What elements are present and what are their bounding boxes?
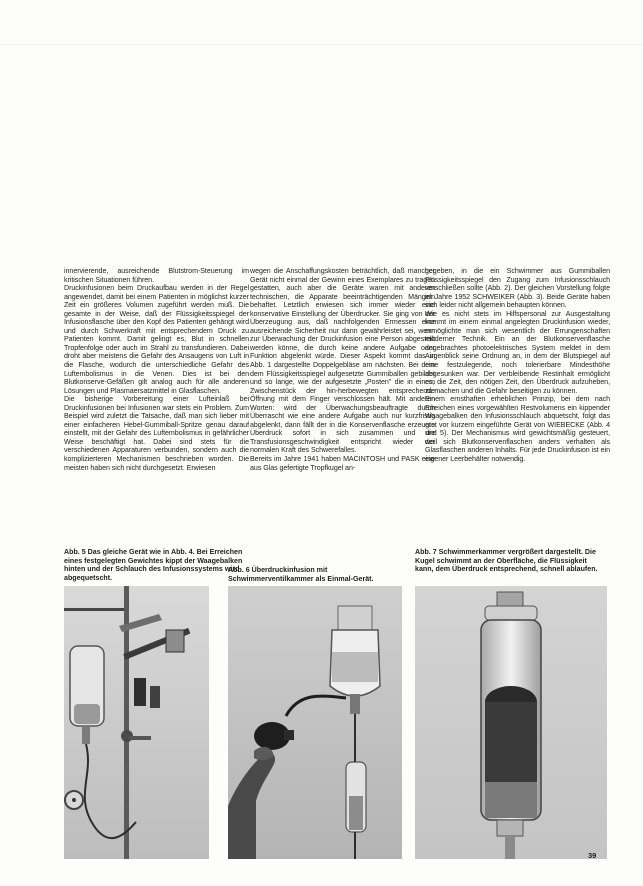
page-edge-line xyxy=(0,44,643,45)
text-column-3: gegeben, in die ein Schwimmer aus Gummiballen Flüssigkeitsspiegel den Zugang zum Infusionsschlauch verschließen sollte (Abb. 2). Der gleichen Vorstellung folgte im Jahre 1952 SCHWEIKER (Abb. 3). Beide Geräte haben sich leider nicht allgemein behaupten können. Wie es nicht stets im Hilfspersonal zur Ausgestaltung kommt im einem einmal angelegten Druckinfusion wieder, ermöglichte man sich wesentlich der Errungenschaften moderner Technik. Ein an der Blutkonservenflasche angebrachtes photoelektrisches System meldet in dem Augenblick seine Ordnung an, in dem der Blutspiegel auf eine festzulegende, noch tolerierbare Mindesthöhe abgesunken war. Der verbleibende Restinhalt ermöglicht es, die Zeit, den nötigen Zeit, den Überdruck aufzuheben, zu machen und die Gefahr beseitigen zu können. Einem ernsthaften erheblichen Prinzip, bei dem nach Erreichen eines vorgewählten Restvolumens ein kippender Waagebalken den Infusionsschlauch abquetscht, folgt das erst vor kurzem eingeführte Gerät von WIEBECKE (Abb. 4 und 5). Der Mechanismus wird gewichtsmäßig gesteuert, weil sich Blutkonservenflaschen anders verhalten als Glasflaschen anderen Inhalts. Für jede Druckinfusion ist ein eigener Leerbehälter notwendig. xyxy=(425,267,610,464)
figure-photo-abb7 xyxy=(415,586,607,859)
figure-photo-abb6 xyxy=(228,586,402,859)
page-number: 39 xyxy=(588,851,597,860)
figure-caption-abb6: Abb. 6 Überdruckinfusion mit Schwimmerventilkammer als Einmal-Gerät. xyxy=(228,566,374,583)
text-column-2: wegen die Anschaffungskosten beträchtlich, daß mancher Gerät nicht einmal der Gewinn eines Exemplares zu tragen gestatten, auch aber die Geräte waren mit anderen technischen, die Apparate beeinträchtigenden Mängeln behaftet. Letztlich erwiesen sich immer wieder eine konservative Einstellung der Überdrucker. Sie ging von der Überzeugung aus, daß nachfolgenden Ermessen eine ausreichende Sicherheit nur dann gewährleistet sei, wenn zur Überwachung der Druckinfusion eine Person abgestellt werden könne, die durch keine andere Aufgabe oder Funktion abgelenkt würde. Dieser Aspekt kommt das in Abb. 1 dargestellte Doppelgebläse am nächsten. Bei dem dem Flüssigkeitsspiegel aufgesetzte Gummiballen gebildet und so lange, wie der aufgesetzte „Posten" die in einem Zwischenstück der hin-herbewegten entsprechende Öffnung mit dem Finger verschlossen hält. Mit anderen Worten: wird der Überwachungsbeauftragte durch Überrascht wie eine andere Aufgabe auch nur kurzfristig abgelenkt, dann fällt der in die Konservenflasche erzeugte Überdruck sofort in sich zusammen und die Transfusionsgeschwindigkeit entspricht wieder der normalen Kraft des Schwerefalles. Bereits im Jahre 1941 haben MACINTOSH und PASK eine aus Glas gefertigte Tropfkugel an- xyxy=(250,267,435,472)
figure-caption-abb5: Abb. 5 Das gleiche Gerät wie in Abb. 4. Bei Erreichen eines festgelegten Gewichtes kippt der Waagebalken hinten und der Schlauch des Infusionssystems wird abgequetscht. xyxy=(64,548,243,582)
figure-photo-abb5 xyxy=(64,586,209,859)
figure-caption-abb7: Abb. 7 Schwimmerkammer vergrößert dargestellt. Die Kugel schwimmt an der Oberfläche, die Flüssigkeit kann, dem Überdruck entsprechend, schnell ablaufen. xyxy=(415,548,598,574)
text-column-1: innervierende, ausreichende Blutstrom-Steuerung im kritischen Situationen führen. Druckinfusionen beim Druckaufbau werden in der Regel angewendet, damit bei einem Patienten in möglichst kurzer Zeit ein größeres Volumen zugeführt werden muß. Die gesamte in der Weise, daß der Flüssigkeitsspiegel der Infusionsflasche über den Kopf des Patienten gehängt wird und durch Schwerkraft mit entsprechendem Druck zu Patienten kommt. Damit gelingt es, Blut in schnellen Tropfenfolge oder auch im Strahl zu transfundieren. Dabei droht aber meistens die Gefahr des Ansaugens von Luft in die Flasche, wodurch die unterschiedliche Gefahr des Luftembolismus in die Venen. Dies ist bei den Blutkonserve-Gefäßen gilt analog auch für alle anderen Lösungen und Plasmaersatzmittel in Glasflaschen. Die bisherige Vorbereitung einer Lufteinlaß bei Druckinfusionen bei Infusionen war stets ein Problem. Zum Beispiel wird zuletzt die Tatsache, daß man sich lieber mit einer einfacheren Hebel-Gummiball-Spritze genau darauf einstellt, mit der Gefahr des Luftembolismus in gefährlicher Weise beschäftigt hat. Dabei sind stets für die verschiedenen Apparaturen verbunden, sondern auch die komplizierteren Mechanismen beschrieben worden. Die meisten haben sich nicht durchgesetzt. Erwiesen xyxy=(64,267,249,472)
